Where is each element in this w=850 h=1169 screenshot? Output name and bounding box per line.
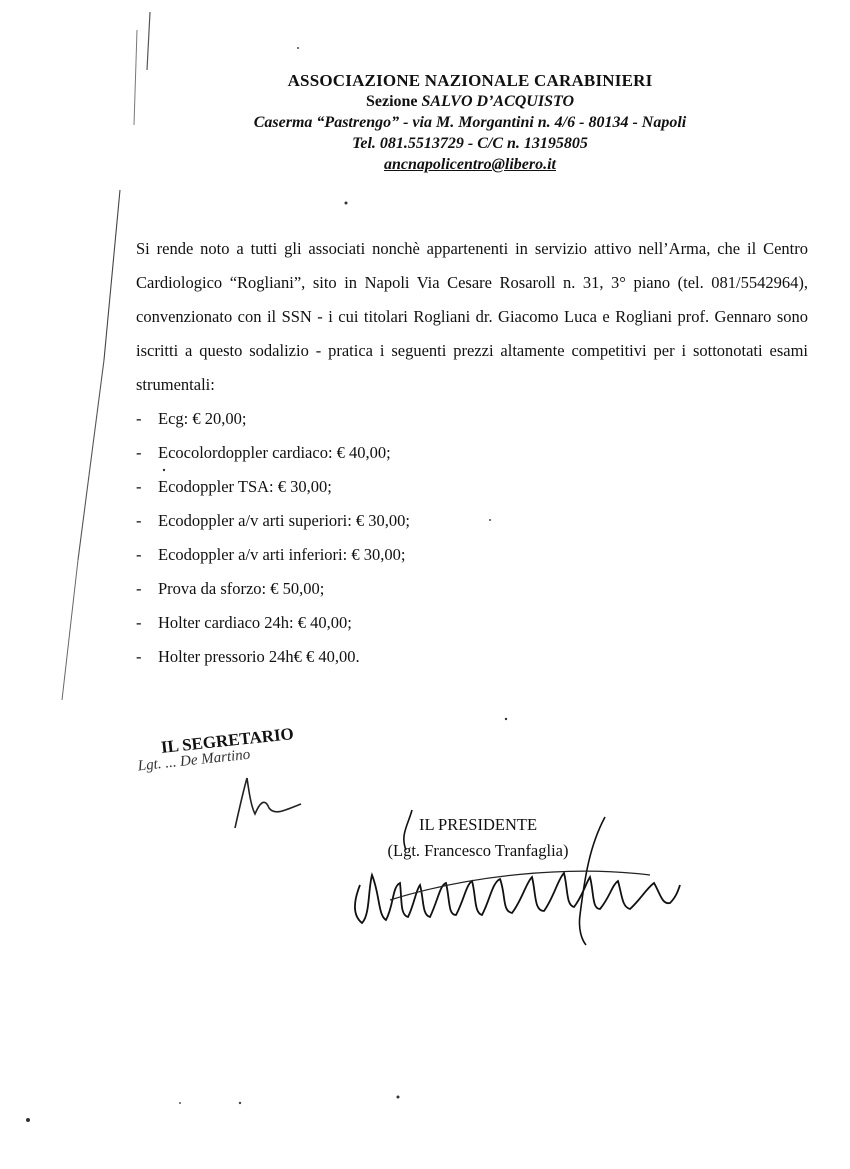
list-item-text: Ecg: € 20,00; — [158, 409, 247, 428]
president-title: IL PRESIDENTE — [418, 815, 538, 834]
list-item — [136, 504, 410, 538]
organization-name: ASSOCIAZIONE NAZIONALE CARABINIERI — [287, 71, 653, 90]
list-bullet: - — [136, 477, 142, 496]
secretary-name: Lgt. ... De Martino — [137, 746, 251, 775]
list-item-text: Prova da sforzo: € 50,00; — [158, 579, 325, 598]
list-item — [136, 436, 410, 470]
list-bullet: - — [136, 511, 142, 530]
list-item — [136, 640, 410, 674]
president-name: (Lgt. Francesco Tranfaglia) — [387, 841, 569, 860]
list-item — [136, 470, 410, 504]
list-item — [136, 606, 410, 640]
price-list — [136, 402, 410, 674]
section-prefix: Sezione — [365, 93, 418, 110]
president-block — [368, 812, 588, 864]
list-bullet: - — [136, 613, 142, 632]
address-line: Caserma “Pastrengo” - via M. Morgantini n. 4/6 - 80134 - Napoli — [253, 114, 687, 131]
secretary-title: IL SEGRETARIO — [160, 724, 295, 757]
list-bullet: - — [136, 647, 142, 666]
list-item — [136, 538, 410, 572]
contacts-line: Tel. 081.5513729 - C/C n. 13195805 — [352, 135, 588, 152]
email-link[interactable]: ancnapolicentro@libero.it — [384, 156, 556, 173]
body-paragraph: Si rende noto a tutti gli associati nonchè appartenenti in servizio attivo nell’Arma, che il Centro Cardiologico “Rogliani”, sito in Napoli Via Cesare Rosaroll n. 31, 3° piano (tel. 081/5542964), convenzionato con il SSN - i cui titolari Rogliani dr. Giacomo Luca e Rogliani prof. Gennaro sono iscritti a questo sodalizio - pratica i seguenti prezzi altamente competitivi per i sottonotati esami strumentali: — [136, 239, 808, 394]
list-bullet: - — [136, 443, 142, 462]
list-bullet: - — [136, 545, 142, 564]
list-item-text: Ecodoppler TSA: € 30,00; — [158, 477, 332, 496]
secretary-signature — [205, 770, 325, 840]
list-item — [136, 402, 410, 436]
list-item-text: Ecodoppler a/v arti inferiori: € 30,00; — [158, 545, 406, 564]
list-item — [136, 572, 410, 606]
list-bullet: - — [136, 409, 142, 428]
list-item-text: Holter pressorio 24h€ € 40,00. — [158, 647, 360, 666]
list-item-text: Ecocolordoppler cardiaco: € 40,00; — [158, 443, 391, 462]
letterhead — [190, 70, 750, 175]
section-line — [190, 91, 750, 112]
list-bullet: - — [136, 579, 142, 598]
secretary-block — [137, 724, 296, 775]
list-item-text: Holter cardiaco 24h: € 40,00; — [158, 613, 352, 632]
list-item-text: Ecodoppler a/v arti superiori: € 30,00; — [158, 511, 411, 530]
section-name: SALVO D’ACQUISTO — [421, 93, 575, 110]
